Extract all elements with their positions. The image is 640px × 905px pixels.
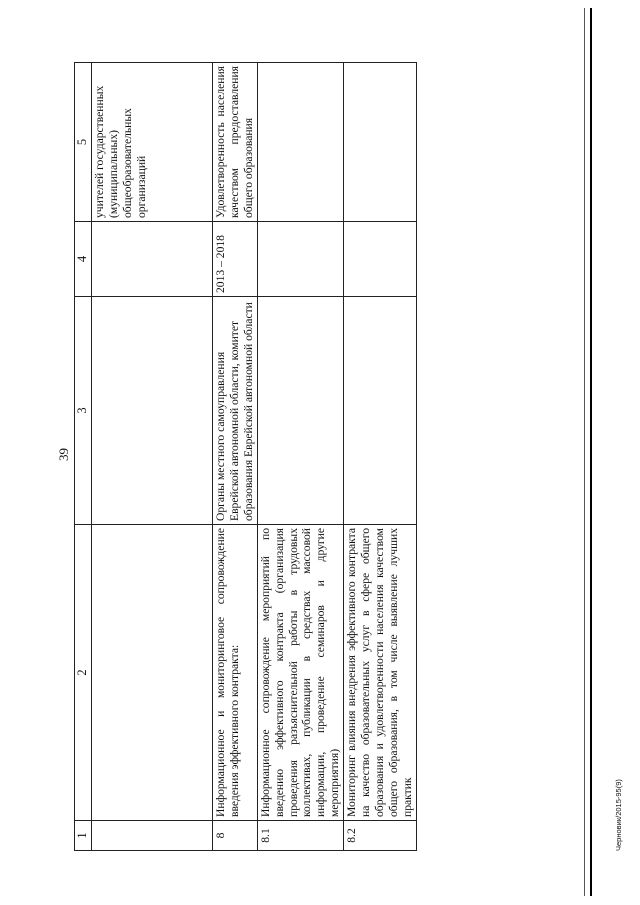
- row-term: 2013 – 2018: [213, 222, 258, 297]
- row-executor: [92, 297, 213, 525]
- measures-table: [74, 62, 417, 851]
- row-result: [344, 63, 417, 222]
- row-term: [92, 222, 213, 297]
- scan-edge-line: [584, 8, 585, 896]
- row-number: [92, 821, 213, 851]
- footer-mark: Черновик/2015-95(9): [614, 779, 623, 851]
- row-measure: Информационное сопровождение мероприятий по введению эффективного контракта (организация проведения разъяснительной работы в трудовых коллективах, публикации в средствах массовой информации, проведение семинаров и другие мероприятия): [257, 525, 343, 821]
- row-measure: Информационное и мониторинговое сопровождение введения эффективного контракта:: [213, 525, 258, 821]
- row-measure: [92, 525, 213, 821]
- row-term: [257, 222, 343, 297]
- row-number: 8.2: [344, 821, 417, 851]
- header-col-2: 2: [75, 525, 92, 821]
- rotated-page: [52, 11, 638, 891]
- table-row: [92, 63, 213, 851]
- table-row: [213, 63, 258, 851]
- header-col-5: 5: [75, 63, 92, 222]
- header-col-4: 4: [75, 222, 92, 297]
- table-row: [257, 63, 343, 851]
- row-executor: [344, 297, 417, 525]
- row-executor: Органы местного самоуправления Еврейской автономной области, комитет образования Еврейской автономной области: [213, 297, 258, 525]
- header-col-3: 3: [75, 297, 92, 525]
- table-row: [344, 63, 417, 851]
- scan-edge-line: [590, 8, 592, 896]
- row-result: учителей государственных (муниципальных) общеобразовательных организаций: [92, 63, 213, 222]
- row-measure: Мониторинг влияния внедрения эффективного контракта на качество образовательных услуг в сфере общего образования и удовлетворенности населения качеством общего образования, в том числе выявление лучших практик: [344, 525, 417, 821]
- row-result: [257, 63, 343, 222]
- table-header-row: [75, 63, 92, 851]
- row-result: Удовлетворенность населения качеством предоставления общего образования: [213, 63, 258, 222]
- row-number: 8: [213, 821, 258, 851]
- page-number: 39: [56, 448, 71, 461]
- row-executor: [257, 297, 343, 525]
- row-term: [344, 222, 417, 297]
- header-col-1: 1: [75, 821, 92, 851]
- row-number: 8.1: [257, 821, 343, 851]
